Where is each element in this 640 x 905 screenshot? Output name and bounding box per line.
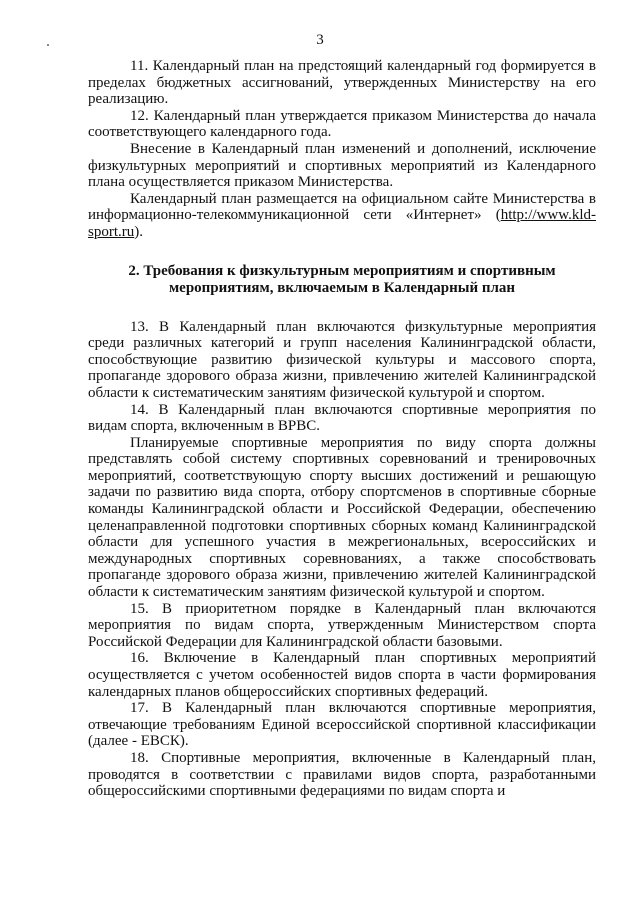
section-heading: [88, 263, 596, 297]
page-number: 3: [316, 32, 324, 48]
paragraph-17: 17. В Календарный план включаются спортивные мероприятия, отвечающие требованиям Единой всероссийской спортивной классификации (далее - ЕВСК).: [88, 700, 596, 750]
paragraph-16: 16. Включение в Календарный план спортивных мероприятий осуществляется с учетом особенностей видов спорта в части формирования календарных планов общероссийских спортивных федераций.: [88, 650, 596, 700]
section-heading-line1: 2. Требования к физкультурным мероприятиям и спортивным: [128, 262, 556, 279]
website-text-before: Календарный план размещается на официальном сайте Министерства в информационно-телекоммуникационной сети «Интернет» (: [88, 190, 596, 224]
document-body: [88, 58, 596, 800]
paragraph-planned-events: Планируемые спортивные мероприятия по виду спорта должны представлять собой систему спортивных соревнований и тренировочных мероприятий, соответствующую спорту высших достижений и решающую задачи по развитию вида спорта, отбору спортсменов в спортивные сборные команды Калининградской области и Российской Федерации, обеспечению целенаправленной подготовки спортивных сборных команд Калининградской области для успешного участия в межрегиональных, всероссийских и международных спортивных соревнованиях, а также способствовать пропаганде здорового образа жизни, привлечению жителей Калининградской области к систематическим занятиям физической культурой и спортом.: [88, 434, 596, 601]
paragraph-14: 14. В Календарный план включаются спортивные мероприятия по видам спорта, включенным в ВРВС.: [88, 401, 596, 435]
website-link[interactable]: http://www.kld-sport.ru: [88, 207, 596, 240]
paragraph-website: [88, 191, 596, 241]
section-heading-line2: мероприятиям, включаемым в Календарный план: [168, 279, 516, 296]
paragraph-12: 12. Календарный план утверждается приказом Министерства до начала соответствующего календарного года.: [88, 107, 596, 141]
paragraph-amendments: Внесение в Календарный план изменений и дополнений, исключение физкультурных мероприятий и спортивных мероприятий из Календарного плана осуществляется приказом Министерства.: [88, 140, 596, 191]
website-text-after: ).: [134, 223, 143, 240]
paragraph-18: 18. Спортивные мероприятия, включенные в Календарный план, проводятся в соответствии с правилами видов спорта, разработанными общероссийскими спортивными федерациями по видам спорта и: [88, 749, 596, 800]
paragraph-11: 11. Календарный план на предстоящий календарный год формируется в пределах бюджетных ассигнований, утвержденных Министерству на его реализацию.: [88, 58, 596, 108]
paragraph-13: 13. В Календарный план включаются физкультурные мероприятия среди различных категорий и групп населения Калининградской области, способствующие развитию физической культуры и массового спорта, пропаганде здорового образа жизни, привлечению жителей Калининградской области к систематическим занятиям физической культурой и спортом.: [88, 318, 596, 401]
paragraph-15: 15. В приоритетном порядке в Календарный план включаются мероприятия по видам спорта, утвержденным Министерством спорта Российской Федерации для Калининградской области базовыми.: [88, 600, 596, 650]
scan-mark: [47, 44, 49, 46]
